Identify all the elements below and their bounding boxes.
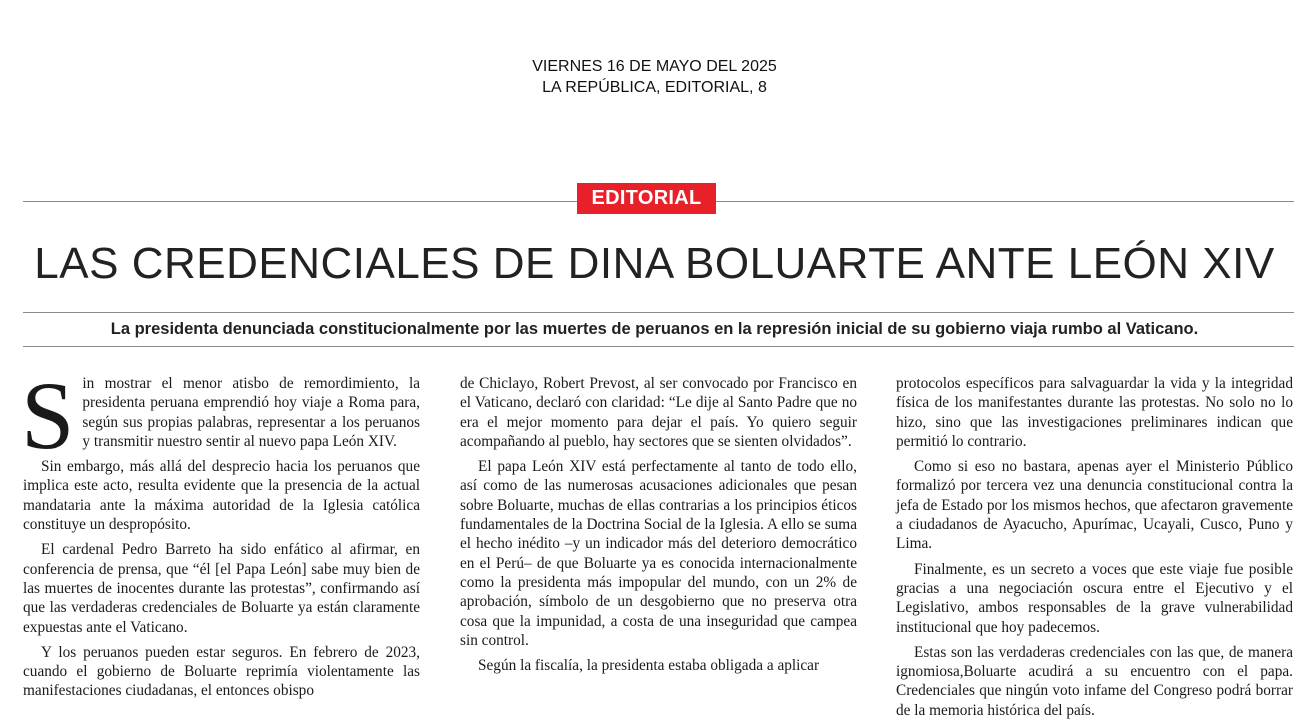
paragraph: El cardenal Pedro Barreto ha sido enfático al afirmar, en conferencia de prensa, que “él [el Papa León] sabe muy bien de las muertes de inocentes durante las protestas”, confirmando así que las verdaderas credenciales de Boluarte ya están claramente expuestas ante el Vaticano. (23, 541, 420, 636)
paragraph: Finalmente, es un secreto a voces que este viaje fue posible gracias a una negociación oscura entre el Ejecutivo y el Legislativo, ambos responsables de la grave vulnerabilidad institucional que hoy padecemos. (896, 560, 1293, 636)
article-column-3 (896, 374, 1293, 726)
paragraph: Sin embargo, más allá del desprecio hacia los peruanos que implica este acto, resulta evidente que la presencia de la actual mandataria ante la máxima autoridad de la Iglesia católica constituye un despropósito. (23, 458, 420, 534)
paragraph: Como si eso no bastara, apenas ayer el Ministerio Público formalizó por tercera vez una denuncia constitucional contra la jefa de Estado por los mismos hechos, que afectaron gravemente a ciudadanos de Ayacucho, Apurímac, Ucayali, Cusco, Puno y Lima. (896, 458, 1293, 553)
drop-cap: S (21, 362, 75, 469)
paragraph: Estas son las verdaderas credenciales con las que, de manera ignomiosa,Boluarte acudirá a su encuentro con el papa. Credenciales que ningún voto infame del Congreso podrá borrar de la memoria histórica del país. (896, 643, 1293, 719)
dateline-source: LA REPÚBLICA, EDITORIAL, 8 (542, 79, 767, 96)
subhead-divider (23, 346, 1294, 347)
dateline-date: VIERNES 16 DE MAYO DEL 2025 (532, 58, 777, 75)
section-tag: EDITORIAL (577, 183, 716, 214)
paragraph: Sin mostrar el menor atisbo de remordimiento, la presidenta peruana emprendió hoy viaje a Roma para, según sus propias palabras, representar a los peruanos y transmitir nuestro sentir al nuevo papa León XIV. (21, 362, 420, 469)
article-column-2 (460, 374, 857, 681)
paragraph: de Chiclayo, Robert Prevost, al ser convocado por Francisco en el Vaticano, declaró con claridad: “Le dije al Santo Padre que no era el mejor momento para dejar el país. Yo quiero seguir acompañando al pueblo, hay sectores que se sienten olvidados”. (460, 375, 857, 450)
headline-divider (23, 312, 1294, 313)
paragraph: El papa León XIV está perfectamente al tanto de todo ello, así como de las numerosas acusaciones adicionales que pesan sobre Boluarte, muchas de ellas contrarias a los principios éticos fundamentales de la Doctrina Social de la Iglesia. A ello se suma el hecho inédito –y un indicador más del deterioro democrático en el Perú– de que Boluarte ya es conocida internacionalmente como la presidenta más impopular del mundo, con un 2% de aprobación, símbolo de un desgobierno que no preserva otra cosa que la impunidad, a costa de una inseguridad que campea sin control. (460, 458, 857, 649)
article-column-1 (21, 362, 420, 707)
headline: LAS CREDENCIALES DE DINA BOLUARTE ANTE LEÓN XIV (34, 239, 1275, 288)
paragraph: Según la fiscalía, la presidenta estaba obligada a aplicar (478, 657, 820, 675)
paragraph: Y los peruanos pueden estar seguros. En febrero de 2023, cuando el gobierno de Boluarte reprimía violentamente las manifestaciones ciudadanas, el entonces obispo (23, 643, 420, 700)
paragraph: protocolos específicos para salvaguardar la vida y la integridad física de los manifestantes durante las protestas. No solo no lo hizo, sino que las investigaciones preliminares indican que permitió lo contrario. (896, 375, 1293, 450)
subhead: La presidenta denunciada constitucionalmente por las muertes de peruanos en la represión inicial de su gobierno viaja rumbo al Vaticano. (110, 320, 1199, 338)
dateline (0, 56, 1309, 98)
